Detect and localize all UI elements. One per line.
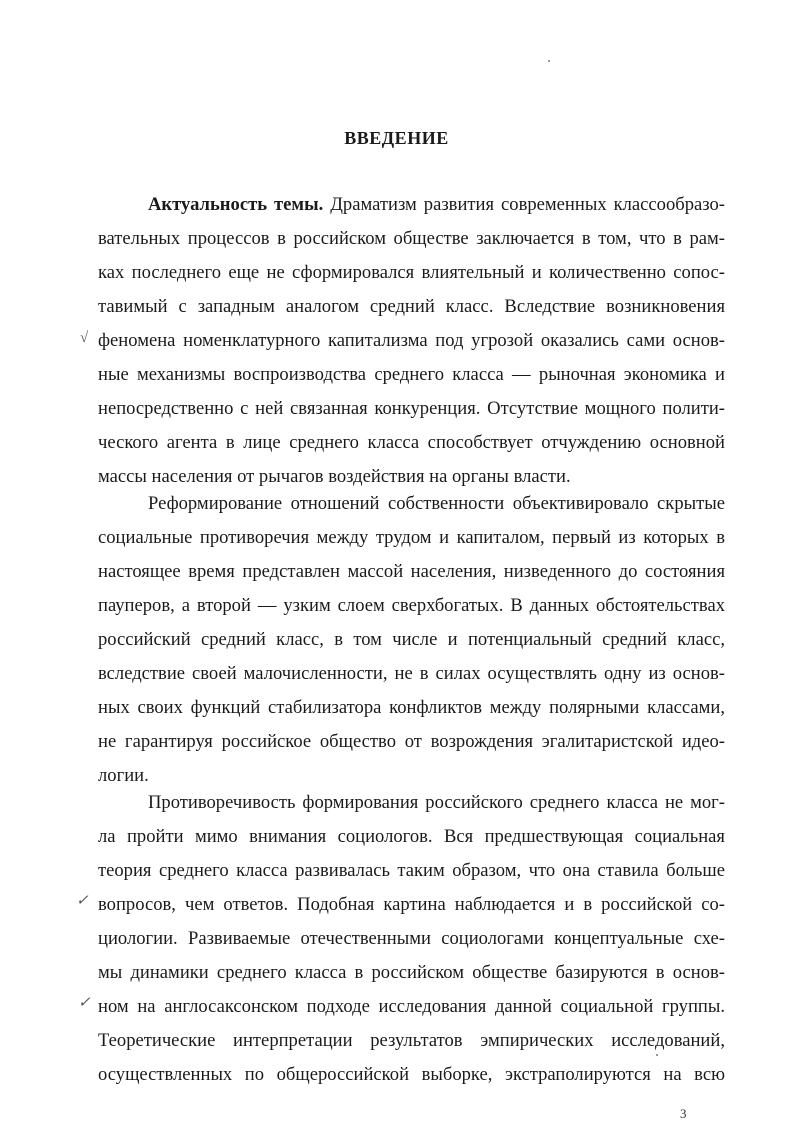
text-line: ках последнего еще не сформировался влиятельный и количественно сопос-: [98, 262, 725, 283]
text-line: вследствие своей малочисленности, не в силах осуществлять одну из основ-: [98, 663, 725, 684]
text-line: логии.: [98, 765, 149, 786]
text-line: мы динамики среднего класса в российском обществе базируются в основ-: [98, 962, 725, 983]
page-title: ВВЕДЕНИЕ: [344, 128, 449, 148]
text-line: непосредственно с ней связанная конкуренция. Отсутствие мощного полити-: [98, 398, 725, 419]
margin-checkmark-icon: √: [80, 330, 89, 346]
text-line: социальные противоречия между трудом и капиталом, первый из которых в: [98, 527, 725, 548]
text-line: осуществленных по общероссийской выборке, экстраполируются на всю: [98, 1064, 725, 1085]
scan-speck: [548, 60, 550, 62]
scan-speck: [656, 1054, 658, 1056]
page-number: 3: [680, 1106, 687, 1121]
margin-checkmark-icon: ✓: [78, 995, 91, 1011]
text-line: циологии. Развиваемые отечественными социологами концептуальные схе-: [98, 928, 725, 949]
text-line: тавимый с западным аналогом средний класс. Вследствие возникновения: [98, 296, 725, 317]
text-line: настоящее время представлен массой населения, низведенного до состояния: [98, 561, 725, 582]
margin-checkmark-icon: ✓: [76, 893, 89, 909]
text-line: ла пройти мимо внимания социологов. Вся предшествующая социальная: [98, 826, 725, 847]
text-line: Актуальность темы. Драматизм развития современных классообразо-: [148, 194, 726, 215]
text-line: массы населения от рычагов воздействия на органы власти.: [98, 466, 571, 487]
text-line: Реформирование отношений собственности объективировало скрытые: [148, 493, 725, 514]
text-line: феномена номенклатурного капитализма под угрозой оказались сами основ-: [98, 330, 725, 351]
text-line: теория среднего класса развивалась таким образом, что она ставила больше: [98, 860, 725, 881]
text-line: вопросов, чем ответов. Подобная картина наблюдается и в российской со-: [98, 894, 725, 915]
text-line: вательных процессов в российском обществе заключается в том, что в рам-: [98, 228, 725, 249]
text-line: пауперов, а второй — узким слоем сверхбогатых. В данных обстоятельствах: [98, 595, 725, 616]
text-line: ных своих функций стабилизатора конфликтов между полярными классами,: [98, 697, 725, 718]
text-line: ном на англосаксонском подходе исследования данной социальной группы.: [98, 996, 725, 1017]
text-line: российский средний класс, в том числе и потенциальный средний класс,: [98, 629, 725, 650]
text-line: не гарантируя российское общество от возрождения эгалитаристской идео-: [98, 731, 725, 752]
lead-bold: Актуальность темы.: [148, 194, 324, 215]
text-line: Теоретические интерпретации результатов эмпирических исследований,: [98, 1030, 725, 1051]
text-line: ные механизмы воспроизводства среднего класса — рыночная экономика и: [98, 364, 725, 385]
text-line: Противоречивость формирования российского среднего класса не мог-: [148, 792, 725, 813]
text-line: ческого агента в лице среднего класса способствует отчуждению основной: [98, 432, 725, 453]
